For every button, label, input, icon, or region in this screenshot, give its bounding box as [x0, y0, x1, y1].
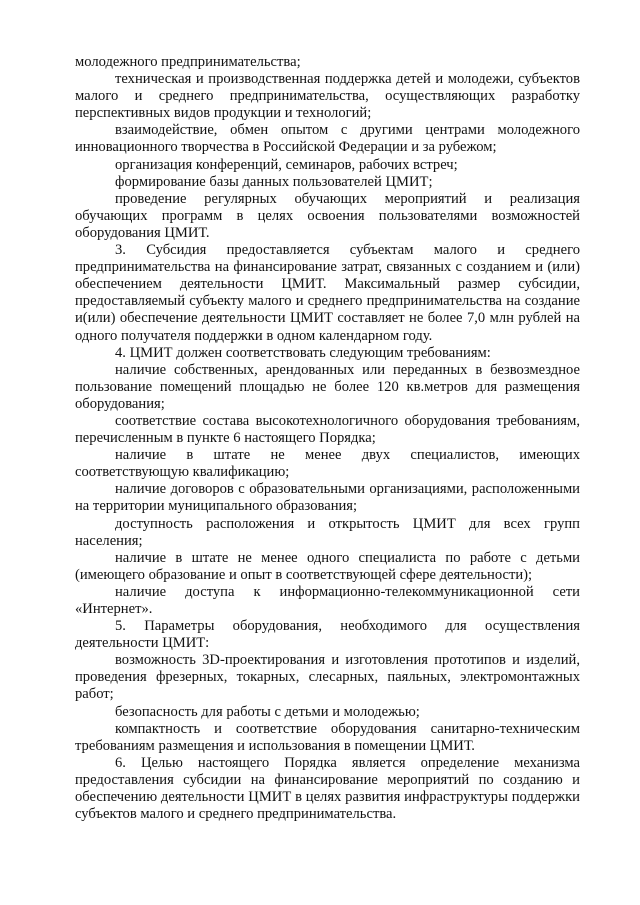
requirement-premises: наличие собственных, арендованных или переданных в безвозмездное пользование помещений площадью не более 120 кв.метров для размещения оборудования;: [75, 361, 580, 412]
clause-6-purpose: 6. Целью настоящего Порядка является определение механизма предоставления субсидии на финансирование мероприятий по созданию и обеспечению деятельности ЦМИТ в целях развития инфраструктуры поддержки субъектов малого и среднего предпринимательства.: [75, 754, 580, 823]
clause-4-requirements: 4. ЦМИТ должен соответствовать следующим требованиям:: [115, 344, 491, 361]
list-item-training: проведение регулярных обучающих мероприятий и реализация обучающих программ в целях освоения пользователями возможностей оборудования ЦМИТ.: [75, 190, 580, 241]
clause-3-subsidy: 3. Субсидия предоставляется субъектам малого и среднего предпринимательства на финансирование затрат, связанных с созданием и (или) обеспечением деятельности ЦМИТ. Максимальный размер субсидии, предоставляемый субъекту малого и среднего предпринимательства на создание и(или) обеспечение деятельности ЦМИТ составляет не более 7,0 млн рублей на одного получателя поддержки в одном календарном году.: [75, 242, 580, 344]
requirement-children-specialist: наличие в штате не менее одного специалиста по работе с детьми (имеющего образование и опыт в соответствующей сфере деятельности);: [75, 549, 580, 583]
requirement-specialists: наличие в штате не менее двух специалистов, имеющих соответствующую квалификацию;: [75, 447, 580, 481]
parameter-compactness: компактность и соответствие оборудования санитарно-техническим требованиям размещения и использования в помещении ЦМИТ.: [75, 720, 580, 754]
parameter-safety: безопасность для работы с детьми и молодежью;: [115, 703, 420, 720]
clause-5-equipment-parameters: 5. Параметры оборудования, необходимого для осуществления деятельности ЦМИТ:: [75, 618, 580, 652]
list-item-interaction: взаимодействие, обмен опытом с другими центрами молодежного инновационного творчества в Российской Федерации и за рубежом;: [75, 122, 580, 156]
paragraph-continuation: молодежного предпринимательства;: [75, 54, 301, 70]
requirement-equipment: соответствие состава высокотехнологичного оборудования требованиям, перечисленным в пункте 6 настоящего Порядка;: [75, 412, 580, 447]
document-page: [75, 54, 580, 823]
requirement-internet: наличие доступа к информационно-телекоммуникационной сети «Интернет».: [75, 583, 580, 617]
parameter-3d-capability: возможность 3D-проектирования и изготовления прототипов и изделий, проведения фрезерных, токарных, слесарных, паяльных, электромонтажных работ;: [75, 652, 580, 703]
requirement-contracts: наличие договоров с образовательными организациями, расположенными на территории муниципального образования;: [75, 481, 580, 515]
list-item-user-database: формирование базы данных пользователей ЦМИТ;: [115, 173, 433, 190]
list-item-technical-support: техническая и производственная поддержка детей и молодежи, субъектов малого и среднего предпринимательства, осуществляющих разработку перспективных видов продукции и технологий;: [75, 71, 580, 122]
list-item-conferences: организация конференций, семинаров, рабочих встреч;: [115, 156, 458, 173]
requirement-accessibility: доступность расположения и открытость ЦМИТ для всех групп населения;: [75, 515, 580, 549]
